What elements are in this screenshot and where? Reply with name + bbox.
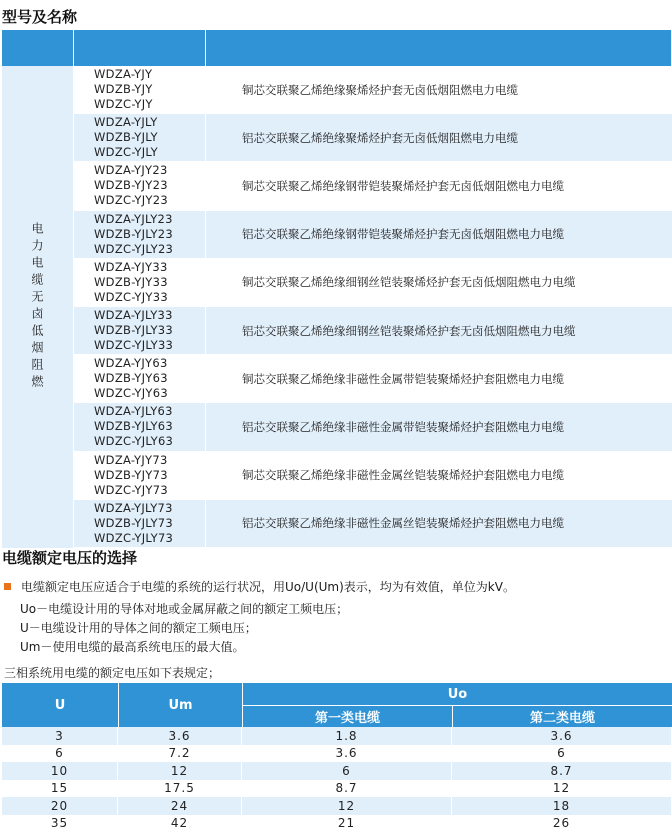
model-code: WDZC-YJLY23 xyxy=(94,242,205,257)
cable-name-cell: 铜芯交联聚乙烯绝缘钢带铠装聚烯烃护套无卤低烟阻燃电力电缆 xyxy=(206,162,672,209)
model-codes-cell xyxy=(74,500,206,547)
model-code: WDZB-YJLY73 xyxy=(94,516,205,531)
square-bullet-icon xyxy=(4,583,11,590)
voltage-bullet-text: 电缆额定电压应适合于电缆的系统的运行状况，用Uo/U(Um)表示，均为有效值，单位为kV。 xyxy=(21,578,515,595)
model-code: WDZC-YJLY63 xyxy=(94,434,205,449)
model-codes-cell xyxy=(74,66,206,113)
voltage-table-intro: 三相系统用电缆的额定电压如下表规定； xyxy=(4,664,220,681)
um-value: 3.6 xyxy=(118,727,242,745)
class1-value: 21 xyxy=(242,815,452,832)
model-code: WDZB-YJLY33 xyxy=(94,323,205,338)
table-row xyxy=(74,403,672,451)
class1-value: 3.6 xyxy=(242,745,452,763)
u-value: 3 xyxy=(2,727,118,745)
table-row xyxy=(2,797,672,815)
model-table xyxy=(2,30,672,548)
model-code: WDZB-YJY xyxy=(94,82,205,97)
model-codes-cell xyxy=(74,452,206,499)
u-definition: U－电缆设计用的导体之间的额定工频电压； xyxy=(20,619,257,636)
table-row xyxy=(2,780,672,798)
model-code: WDZC-YJLY xyxy=(94,145,205,160)
u-value: 15 xyxy=(2,780,118,798)
model-code: WDZC-YJY23 xyxy=(94,193,205,208)
model-code: WDZC-YJLY73 xyxy=(94,531,205,546)
model-codes-cell xyxy=(74,162,206,209)
cable-name-cell: 铜芯交联聚乙烯绝缘非磁性金属丝铠装聚烯烃护套阻燃电力电缆 xyxy=(206,452,672,499)
model-code: WDZB-YJY63 xyxy=(94,371,205,386)
model-code: WDZA-YJLY23 xyxy=(94,212,205,227)
model-code: WDZB-YJY33 xyxy=(94,275,205,290)
model-code: WDZA-YJLY73 xyxy=(94,501,205,516)
model-code: WDZB-YJLY xyxy=(94,130,205,145)
class1-value: 12 xyxy=(242,797,452,815)
header-cell-model xyxy=(74,30,206,66)
table-row xyxy=(74,307,672,355)
cable-name-cell: 铝芯交联聚乙烯绝缘非磁性金属带铠装聚烯烃护套阻燃电力电缆 xyxy=(206,403,672,450)
header-cell-name xyxy=(206,30,672,66)
model-code: WDZB-YJY23 xyxy=(94,178,205,193)
table-row xyxy=(2,762,672,780)
um-value: 24 xyxy=(118,797,242,815)
model-table-header xyxy=(2,30,672,66)
u-value: 10 xyxy=(2,762,118,780)
model-code: WDZA-YJY xyxy=(94,67,205,82)
model-code: WDZB-YJY73 xyxy=(94,468,205,483)
category-cell xyxy=(2,66,74,548)
model-codes-cell xyxy=(74,259,206,306)
cable-name-cell: 铝芯交联聚乙烯绝缘非磁性金属丝铠装聚烯烃护套阻燃电力电缆 xyxy=(206,500,672,547)
class1-value: 6 xyxy=(242,762,452,780)
model-rows xyxy=(74,66,672,548)
model-code: WDZA-YJLY xyxy=(94,115,205,130)
cable-name-cell: 铝芯交联聚乙烯绝缘细钢丝铠装聚烯烃护套无卤低烟阻燃电力电缆 xyxy=(206,307,672,354)
cable-name-cell: 铜芯交联聚乙烯绝缘非磁性金属带铠装聚烯烃护套阻燃电力电缆 xyxy=(206,355,672,402)
model-code: WDZA-YJY33 xyxy=(94,260,205,275)
cable-name-cell: 铝芯交联聚乙烯绝缘聚烯烃护套无卤低烟阻燃电力电缆 xyxy=(206,114,672,161)
models-section-title: 型号及名称 xyxy=(2,6,77,27)
um-value: 12 xyxy=(118,762,242,780)
class2-value: 8.7 xyxy=(452,762,672,780)
header-cell-category xyxy=(2,30,74,66)
table-row xyxy=(74,500,672,548)
header-uo: Uo xyxy=(243,683,672,705)
model-code: WDZC-YJY63 xyxy=(94,386,205,401)
class1-value: 8.7 xyxy=(242,780,452,798)
model-code: WDZC-YJY73 xyxy=(94,483,205,498)
u-value: 6 xyxy=(2,745,118,763)
table-row xyxy=(2,745,672,763)
um-value: 17.5 xyxy=(118,780,242,798)
table-row xyxy=(74,114,672,162)
model-table-body xyxy=(2,66,672,548)
um-value: 42 xyxy=(118,815,242,832)
table-row xyxy=(74,355,672,403)
voltage-section-title: 电缆额定电压的选择 xyxy=(2,547,137,568)
class2-value: 18 xyxy=(452,797,672,815)
model-codes-cell xyxy=(74,307,206,354)
voltage-rows xyxy=(2,727,672,832)
model-codes-cell xyxy=(74,355,206,402)
table-row xyxy=(74,162,672,210)
table-row xyxy=(2,815,672,832)
model-codes-cell xyxy=(74,403,206,450)
class2-value: 12 xyxy=(452,780,672,798)
model-code: WDZA-YJLY63 xyxy=(94,404,205,419)
voltage-table xyxy=(2,683,672,832)
table-row xyxy=(74,259,672,307)
voltage-bullet-line xyxy=(4,578,515,595)
model-codes-cell xyxy=(74,114,206,161)
model-code: WDZA-YJY73 xyxy=(94,453,205,468)
header-um: Um xyxy=(119,683,242,727)
header-class2: 第二类电缆 xyxy=(453,706,672,727)
cable-name-cell: 铜芯交联聚乙烯绝缘聚烯烃护套无卤低烟阻燃电力电缆 xyxy=(206,66,672,113)
header-class1: 第一类电缆 xyxy=(243,706,452,727)
class2-value: 3.6 xyxy=(452,727,672,745)
u-value: 20 xyxy=(2,797,118,815)
model-code: WDZB-YJLY23 xyxy=(94,227,205,242)
class2-value: 6 xyxy=(452,745,672,763)
header-u: U xyxy=(2,683,118,727)
model-code: WDZC-YJLY33 xyxy=(94,338,205,353)
model-code: WDZA-YJY23 xyxy=(94,163,205,178)
class2-value: 26 xyxy=(452,815,672,832)
cable-name-cell: 铜芯交联聚乙烯绝缘细钢丝铠装聚烯烃护套无卤低烟阻燃电力电缆 xyxy=(206,259,672,306)
category-label: 电力电缆无卤低烟阻燃 xyxy=(29,222,46,392)
model-code: WDZB-YJLY63 xyxy=(94,419,205,434)
u-value: 35 xyxy=(2,815,118,832)
voltage-table-header xyxy=(2,683,672,727)
uo-definition: Uo－电缆设计用的导体对地或金属屏蔽之间的额定工频电压； xyxy=(20,600,348,617)
um-definition: Um－使用电缆的最高系统电压的最大值。 xyxy=(20,638,244,655)
table-row xyxy=(2,727,672,745)
model-code: WDZC-YJY33 xyxy=(94,290,205,305)
model-code: WDZA-YJLY33 xyxy=(94,308,205,323)
cable-name-cell: 铝芯交联聚乙烯绝缘钢带铠装聚烯烃护套无卤低烟阻燃电力电缆 xyxy=(206,211,672,258)
model-code: WDZC-YJY xyxy=(94,97,205,112)
um-value: 7.2 xyxy=(118,745,242,763)
table-row xyxy=(74,452,672,500)
model-codes-cell xyxy=(74,211,206,258)
model-code: WDZA-YJY63 xyxy=(94,356,205,371)
table-row xyxy=(74,211,672,259)
class1-value: 1.8 xyxy=(242,727,452,745)
table-row xyxy=(74,66,672,114)
